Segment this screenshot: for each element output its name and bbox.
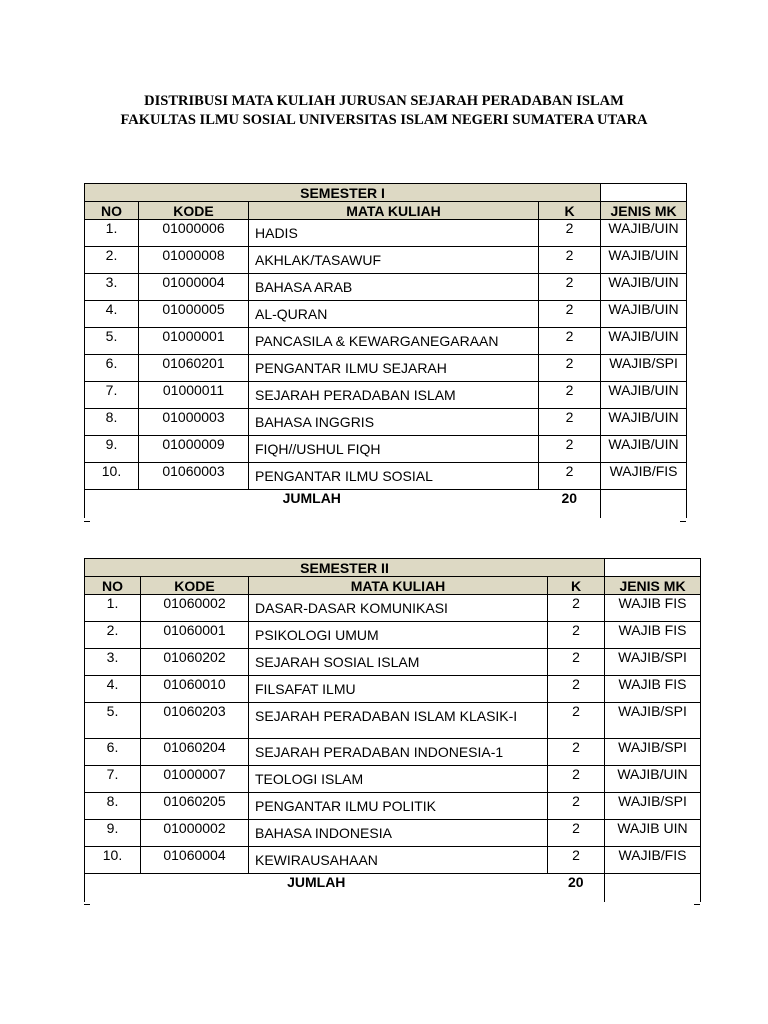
course-name: AL-QURAN bbox=[249, 301, 539, 328]
course-code: 01000002 bbox=[141, 820, 249, 847]
course-credits: 2 bbox=[548, 622, 605, 649]
column-header-k: K bbox=[548, 577, 605, 595]
course-type: WAJIB/UIN bbox=[601, 301, 687, 328]
semester-1-title: SEMESTER I bbox=[85, 184, 601, 202]
course-name: DASAR-DASAR KOMUNIKASI bbox=[249, 595, 548, 622]
course-type: WAJIB/UIN bbox=[601, 436, 687, 463]
semester-1-title-row bbox=[85, 184, 687, 202]
semester-1-table bbox=[84, 183, 687, 518]
course-credits: 2 bbox=[539, 328, 601, 355]
course-code: 01000011 bbox=[139, 382, 249, 409]
table-row bbox=[85, 703, 701, 739]
row-number: 10. bbox=[85, 463, 139, 490]
course-name: FIQH//USHUL FIQH bbox=[249, 436, 539, 463]
total-blank-cell bbox=[601, 490, 687, 518]
course-name: PENGANTAR ILMU SOSIAL bbox=[249, 463, 539, 490]
table-row bbox=[85, 409, 687, 436]
header-blank-cell bbox=[605, 559, 701, 577]
course-code: 01000001 bbox=[139, 328, 249, 355]
course-credits: 2 bbox=[539, 382, 601, 409]
row-number: 3. bbox=[85, 274, 139, 301]
row-number: 5. bbox=[85, 703, 141, 739]
semester-1-rows bbox=[85, 220, 687, 490]
course-type: WAJIB/SPI bbox=[605, 649, 701, 676]
course-code: 01060002 bbox=[141, 595, 249, 622]
course-credits: 2 bbox=[548, 820, 605, 847]
column-header-kode: KODE bbox=[141, 577, 249, 595]
table-row bbox=[85, 274, 687, 301]
course-code: 01000009 bbox=[139, 436, 249, 463]
course-name: SEJARAH PERADABAN INDONESIA-1 bbox=[249, 739, 548, 766]
course-name: SEJARAH SOSIAL ISLAM bbox=[249, 649, 548, 676]
course-credits: 2 bbox=[548, 649, 605, 676]
column-header-jenis-mk: JENIS MK bbox=[601, 202, 687, 220]
column-header-kode: KODE bbox=[139, 202, 249, 220]
table-row bbox=[85, 847, 701, 874]
semester-2-title: SEMESTER II bbox=[85, 559, 605, 577]
row-number: 8. bbox=[85, 409, 139, 436]
course-code: 01060205 bbox=[141, 793, 249, 820]
course-name: BAHASA ARAB bbox=[249, 274, 539, 301]
course-type: WAJIB/SPI bbox=[605, 793, 701, 820]
table-row bbox=[85, 649, 701, 676]
semester-2-title-row bbox=[85, 559, 701, 577]
row-number: 7. bbox=[85, 382, 139, 409]
course-type: WAJIB FIS bbox=[605, 622, 701, 649]
course-type: WAJIB/UIN bbox=[601, 328, 687, 355]
row-number: 5. bbox=[85, 328, 139, 355]
course-name: BAHASA INDONESIA bbox=[249, 820, 548, 847]
course-code: 01000006 bbox=[139, 220, 249, 247]
course-credits: 2 bbox=[539, 463, 601, 490]
course-name: PSIKOLOGI UMUM bbox=[249, 622, 548, 649]
course-credits: 2 bbox=[548, 595, 605, 622]
table-row bbox=[85, 793, 701, 820]
course-code: 01060004 bbox=[141, 847, 249, 874]
course-code: 01000007 bbox=[141, 766, 249, 793]
course-name: FILSAFAT ILMU bbox=[249, 676, 548, 703]
course-credits: 2 bbox=[548, 739, 605, 766]
row-number: 1. bbox=[85, 595, 141, 622]
row-number: 2. bbox=[85, 247, 139, 274]
row-number: 7. bbox=[85, 766, 141, 793]
table-row bbox=[85, 382, 687, 409]
course-credits: 2 bbox=[539, 274, 601, 301]
row-number: 6. bbox=[85, 739, 141, 766]
course-type: WAJIB/UIN bbox=[601, 220, 687, 247]
course-type: WAJIB/SPI bbox=[601, 355, 687, 382]
course-credits: 2 bbox=[539, 247, 601, 274]
course-name: AKHLAK/TASAWUF bbox=[249, 247, 539, 274]
course-code: 01000003 bbox=[139, 409, 249, 436]
course-name: PENGANTAR ILMU POLITIK bbox=[249, 793, 548, 820]
table-corner-mark bbox=[84, 898, 90, 905]
table-corner-mark bbox=[680, 515, 686, 522]
semester-1-column-headers bbox=[85, 202, 687, 220]
course-code: 01060201 bbox=[139, 355, 249, 382]
row-number: 4. bbox=[85, 301, 139, 328]
row-number: 4. bbox=[85, 676, 141, 703]
course-code: 01060010 bbox=[141, 676, 249, 703]
course-credits: 2 bbox=[539, 355, 601, 382]
course-credits: 2 bbox=[548, 847, 605, 874]
course-code: 01060003 bbox=[139, 463, 249, 490]
table-row bbox=[85, 328, 687, 355]
course-type: WAJIB/UIN bbox=[601, 274, 687, 301]
total-label: JUMLAH bbox=[85, 874, 548, 902]
document-title-line-1: DISTRIBUSI MATA KULIAH JURUSAN SEJARAH PERADABAN ISLAM bbox=[144, 93, 624, 109]
table-row bbox=[85, 676, 701, 703]
column-header-mata-kuliah: MATA KULIAH bbox=[249, 202, 539, 220]
table-row bbox=[85, 766, 701, 793]
course-type: WAJIB/SPI bbox=[605, 703, 701, 739]
course-type: WAJIB/FIS bbox=[605, 847, 701, 874]
course-code: 01060203 bbox=[141, 703, 249, 739]
total-blank-cell bbox=[605, 874, 701, 902]
course-code: 01060202 bbox=[141, 649, 249, 676]
course-type: WAJIB/UIN bbox=[601, 247, 687, 274]
course-name: PANCASILA & KEWARGANEGARAAN bbox=[249, 328, 539, 355]
course-credits: 2 bbox=[539, 220, 601, 247]
course-code: 01000005 bbox=[139, 301, 249, 328]
course-code: 01060001 bbox=[141, 622, 249, 649]
row-number: 9. bbox=[85, 820, 141, 847]
table-row bbox=[85, 247, 687, 274]
row-number: 6. bbox=[85, 355, 139, 382]
table-corner-mark bbox=[694, 898, 700, 905]
table-row bbox=[85, 220, 687, 247]
course-type: WAJIB/SPI bbox=[605, 739, 701, 766]
course-credits: 2 bbox=[548, 676, 605, 703]
row-number: 8. bbox=[85, 793, 141, 820]
course-credits: 2 bbox=[548, 793, 605, 820]
table-row bbox=[85, 463, 687, 490]
course-credits: 2 bbox=[539, 436, 601, 463]
course-credits: 2 bbox=[539, 301, 601, 328]
column-header-no: NO bbox=[85, 202, 139, 220]
course-code: 01000008 bbox=[139, 247, 249, 274]
course-type: WAJIB FIS bbox=[605, 595, 701, 622]
course-code: 01000004 bbox=[139, 274, 249, 301]
course-type: WAJIB/UIN bbox=[605, 766, 701, 793]
course-credits: 2 bbox=[548, 766, 605, 793]
table-row bbox=[85, 622, 701, 649]
semester-2-column-headers bbox=[85, 577, 701, 595]
course-name: TEOLOGI ISLAM bbox=[249, 766, 548, 793]
total-value: 20 bbox=[548, 874, 605, 902]
document-title-line-2: FAKULTAS ILMU SOSIAL UNIVERSITAS ISLAM NEGERI SUMATERA UTARA bbox=[120, 112, 648, 128]
row-number: 3. bbox=[85, 649, 141, 676]
course-name: PENGANTAR ILMU SEJARAH bbox=[249, 355, 539, 382]
course-name: SEJARAH PERADABAN ISLAM KLASIK-I bbox=[249, 703, 548, 739]
row-number: 10. bbox=[85, 847, 141, 874]
course-name: SEJARAH PERADABAN ISLAM bbox=[249, 382, 539, 409]
course-type: WAJIB/UIN bbox=[601, 382, 687, 409]
course-credits: 2 bbox=[548, 703, 605, 739]
column-header-no: NO bbox=[85, 577, 141, 595]
course-type: WAJIB FIS bbox=[605, 676, 701, 703]
table-row bbox=[85, 595, 701, 622]
row-number: 9. bbox=[85, 436, 139, 463]
course-type: WAJIB UIN bbox=[605, 820, 701, 847]
row-number: 2. bbox=[85, 622, 141, 649]
semester-2-rows bbox=[85, 595, 701, 874]
course-credits: 2 bbox=[539, 409, 601, 436]
total-label: JUMLAH bbox=[85, 490, 539, 518]
table-row bbox=[85, 820, 701, 847]
table-row bbox=[85, 355, 687, 382]
column-header-jenis-mk: JENIS MK bbox=[605, 577, 701, 595]
table-corner-mark bbox=[84, 515, 90, 522]
course-name: BAHASA INGGRIS bbox=[249, 409, 539, 436]
header-blank-cell bbox=[601, 184, 687, 202]
table-row bbox=[85, 301, 687, 328]
course-type: WAJIB/UIN bbox=[601, 409, 687, 436]
column-header-k: K bbox=[539, 202, 601, 220]
semester-2-total-row bbox=[85, 874, 701, 902]
table-row bbox=[85, 436, 687, 463]
course-name: HADIS bbox=[249, 220, 539, 247]
total-value: 20 bbox=[539, 490, 601, 518]
semester-2-table bbox=[84, 558, 701, 902]
semester-1-total-row bbox=[85, 490, 687, 518]
row-number: 1. bbox=[85, 220, 139, 247]
column-header-mata-kuliah: MATA KULIAH bbox=[249, 577, 548, 595]
table-row bbox=[85, 739, 701, 766]
course-type: WAJIB/FIS bbox=[601, 463, 687, 490]
course-code: 01060204 bbox=[141, 739, 249, 766]
course-name: KEWIRAUSAHAAN bbox=[249, 847, 548, 874]
